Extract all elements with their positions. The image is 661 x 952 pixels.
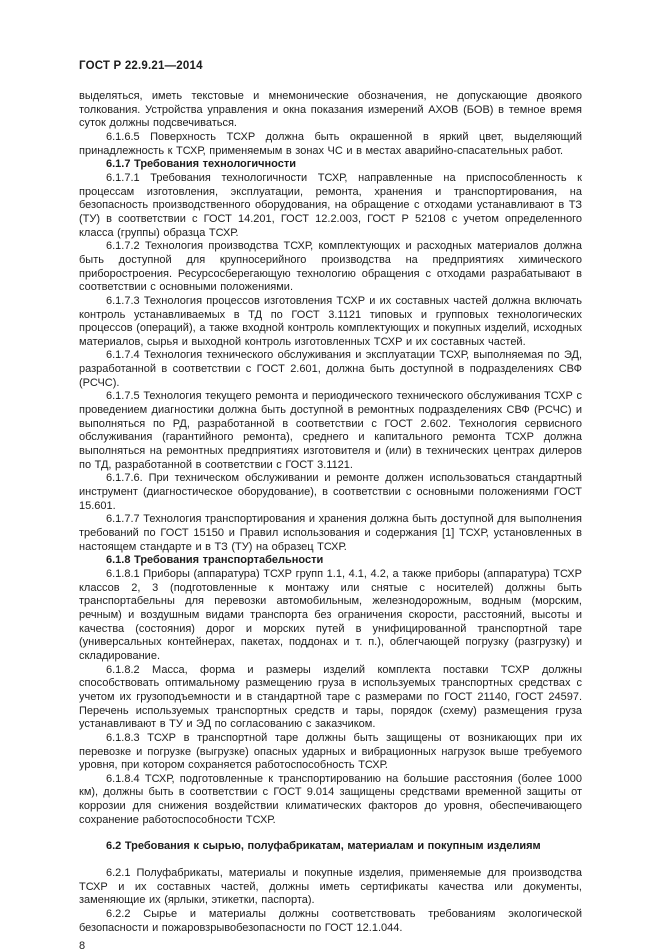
page-number: 8 xyxy=(79,940,86,952)
paragraph: 6.1.7.7 Технология транспортирования и хранения должна быть доступной для выполнения требований по ГОСТ 15150 и Правил использования и содержания [1] ТСХР, установленных в настоящем стандарте и в ТЗ (ТУ) на образец ТСХР. xyxy=(79,513,582,553)
paragraph: 6.1.7.2 Технология производства ТСХР, комплектующих и расходных материалов должна быть доступной для крупносерийного производства на предприятиях химического приборостроения. Ресурсосберегающую технологию обращения с отходами разрабатывают в соответствии с основными положениями. xyxy=(79,240,582,294)
paragraph: 6.1.8.4 ТСХР, подготовленные к транспортированию на большие расстояния (более 1000 км), должны быть в соответствии с ГОСТ 9.014 защищены средствами временной защиты от коррозии для снижения воздействии климатических факторов до уровня, обеспечивающего сохранение работоспособности ТСХР. xyxy=(79,772,582,826)
text-block xyxy=(79,60,582,952)
section-heading: 6.1.8 Требования транспортабельности xyxy=(106,554,324,567)
paragraph: 6.1.8.2 Масса, форма и размеры изделий комплекта поставки ТСХР должны способствовать оптимальному размещению груза в используемых транспортных средствах с учетом их грузоподъемности и в стандартной таре с размерами по ГОСТ 21140, ГОСТ 24597. Перечень используемых транспортных средств и тары, порядок (схему) размещения груза устанавливают в ТУ и ЭД по согласованию с заказчиком. xyxy=(79,663,582,731)
paragraph: 6.1.8.3 ТСХР в транспортной таре должны быть защищены от возникающих при их перевозке и погрузке (выгрузке) опасных ударных и вибрационных нагрузок выше требуемого уровня, при котором сохраняется работоспособность ТСХР. xyxy=(79,731,582,772)
paragraph: 6.1.7.5 Технология текущего ремонта и периодического технического обслуживания ТСХР с проведением диагностики должна быть доступной в ремонтных подразделениях СВФ (РСЧС) и выполняться по РД, разработанной в соответствии с ГОСТ 2.602. Технология сервисного обслуживания (гарантийного ремонта), среднего и капитального ремонта ТСХР должна выполняться на ремонтных предприятиях изготовителя и (или) в технических центрах дилеров по ТД, разработанной в соответствии с ГОСТ 3.1121. xyxy=(79,390,582,471)
paragraph: 6.1.7.1 Требования технологичности ТСХР, направленные на приспособленность к процессам изготовления, эксплуатации, ремонта, хранения и транспортирования, на безопасность производственного оборудования, на обращение с отходами устанавливают в ТЗ (ТУ) в соответствии с ГОСТ 14.201, ГОСТ 12.2.003, ГОСТ Р 52108 с учетом определенного класса (группы) образца ТСХР. xyxy=(79,171,582,239)
paragraph: 6.1.7.3 Технология процессов изготовления ТСХР и их составных частей должна включать контроль устанавливаемых в ТД по ГОСТ 3.1121 типовых и групповых технологических процессов (операций), а также входной контроль комплектующих и покупных изделий, исходных материалов, сырья и выходной контроль изготовленных ТСХР и их составных частей. xyxy=(79,294,582,348)
section-heading: 6.1.7 Требования технологичности xyxy=(106,158,296,171)
paragraph: 6.2.2 Сырье и материалы должны соответствовать требованиям экологической безопасности и пожаровзрывобезопасности по ГОСТ 12.1.044. xyxy=(79,908,582,934)
standard-code-header: ГОСТ Р 22.9.21—2014 xyxy=(79,60,203,72)
paragraph: 6.2.1 Полуфабрикаты, материалы и покупные изделия, применяемые для производства ТСХР и их составных частей, должны иметь сертификаты качества или документы, заменяющие их (ярлыки, этикетки, паспорта). xyxy=(79,867,582,907)
section-heading: 6.2 Требования к сырью, полуфабрикатам, материалам и покупным изделиям xyxy=(106,840,541,853)
paragraph: 6.1.8.1 Приборы (аппаратура) ТСХР групп 1.1, 4.1, 4.2, а также приборы (аппаратура) ТСХР классов 2, 3 (подготовленные к монтажу или снятые с носителей) должны быть транспортабельны для перевозки автомобильным, железнодорожным, водным (морским, речным) и воздушным видами транспорта без ограничения скорости, расстояний, высоты и качества (состояния) дорог и морских путей в унифицированной транспортной таре (универсальных контейнерах, пакетах, поддонах и т. п.), облегчающей погрузку (разгрузку) и складирование. xyxy=(79,567,582,662)
paragraph: 6.1.6.5 Поверхность ТСХР должна быть окрашенной в яркий цвет, выделяющий принадлежность к ТСХР, применяемым в зонах ЧС и в местах аварийно-спасательных работ. xyxy=(79,130,582,157)
document-body xyxy=(79,90,582,935)
paragraph: выделяться, иметь текстовые и мнемонические обозначения, не допускающие двоякого толкования. Устройства управления и окна показания измерений АХОВ (БОВ) в темное время суток должны подсвечиваться. xyxy=(79,90,582,130)
paragraph: 6.1.7.6. При техническом обслуживании и ремонте должен использоваться стандартный инструмент (диагностическое оборудование), в соответствии с основными положениями ГОСТ 15.601. xyxy=(79,472,582,512)
paragraph: 6.1.7.4 Технология технического обслуживания и эксплуатации ТСХР, выполняемая по ЭД, разработанной в соответствии с ГОСТ 2.601, должна быть доступной в подразделениях СВФ (РСЧС). xyxy=(79,349,582,389)
